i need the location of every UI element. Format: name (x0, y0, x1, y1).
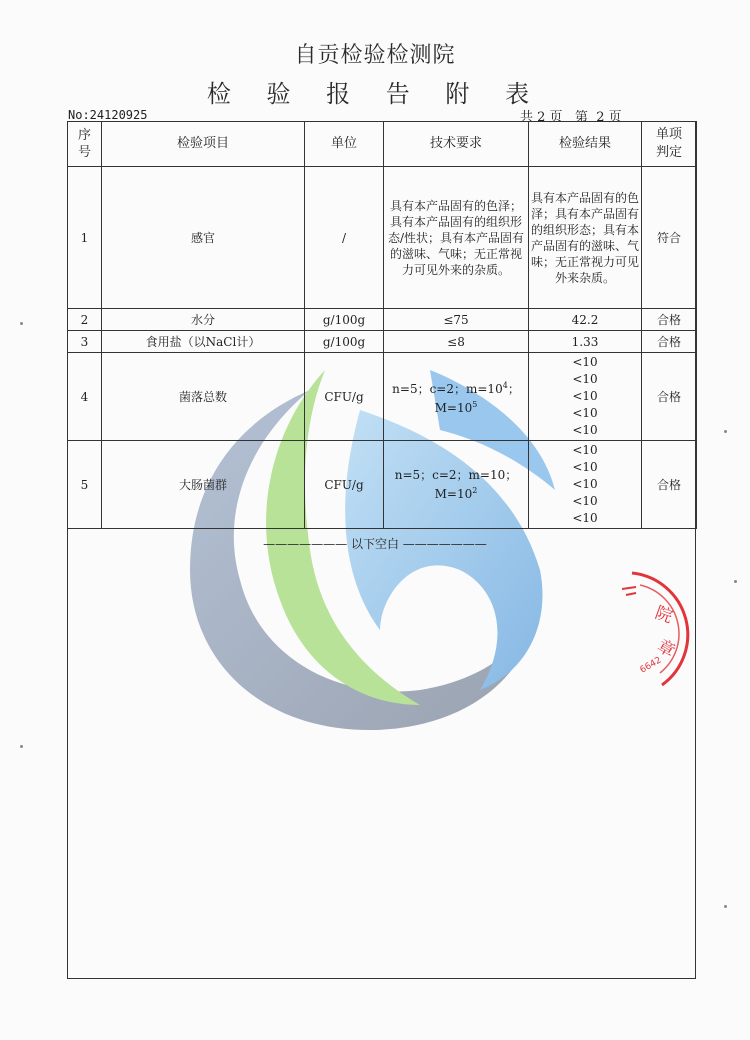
row1-judgement: 符合 (642, 167, 697, 309)
svg-text:6642: 6642 (638, 655, 664, 676)
row1-requirement: 具有本产品固有的色泽；具有本产品固有的组织形态/性状；具有本产品固有的滋味、气味；无正常视力可见外来的杂质。 (384, 167, 529, 309)
row5-item: 大肠菌群 (102, 441, 305, 529)
svg-text:院: 院 (652, 602, 676, 628)
row2-requirement: ≤75 (384, 309, 529, 331)
paper-speck (20, 322, 23, 325)
row2-unit: g/100g (305, 309, 384, 331)
paper-speck (20, 745, 23, 748)
header-unit: 单位 (305, 122, 384, 167)
row3-item: 食用盐（以NaCl计） (102, 331, 305, 353)
row4-seq: 4 (68, 353, 102, 441)
row4-results: <10 <10 <10 <10 <10 (529, 353, 642, 441)
table-header-row (68, 122, 697, 167)
row5-results: <10 <10 <10 <10 <10 (529, 441, 642, 529)
row3-result: 1.33 (529, 331, 642, 353)
row2-seq: 2 (68, 309, 102, 331)
document-title: 检 验 报 告 附 表 (206, 80, 544, 108)
row3-unit: g/100g (305, 331, 384, 353)
official-seal (622, 565, 702, 695)
row5-seq: 5 (68, 441, 102, 529)
table-row (68, 331, 697, 353)
svg-text:章: 章 (653, 636, 679, 662)
table-row (68, 167, 697, 309)
row3-requirement: ≤8 (384, 331, 529, 353)
paper-speck (724, 430, 727, 433)
row2-result: 42.2 (529, 309, 642, 331)
paper-speck (724, 905, 727, 908)
row2-judgement: 合格 (642, 309, 697, 331)
row5-unit: CFU/g (305, 441, 384, 529)
inspection-table (67, 121, 697, 529)
table-row (68, 353, 697, 441)
row1-item: 感官 (102, 167, 305, 309)
row4-requirement: n=5；c=2；$m=10^4$； $M=10^5$ (384, 353, 529, 441)
row4-item: 菌落总数 (102, 353, 305, 441)
header-seq: 序号 (68, 122, 102, 167)
row4-unit: CFU/g (305, 353, 384, 441)
row1-seq: 1 (68, 167, 102, 309)
table-row (68, 309, 697, 331)
row5-requirement: n=5；c=2；m=10； $M=10^2$ (384, 441, 529, 529)
organization-title: 自贡检验检测院 (294, 43, 456, 68)
row4-judgement: 合格 (642, 353, 697, 441)
paper-speck (734, 580, 737, 583)
header-requirement: 技术要求 (384, 122, 529, 167)
header-item: 检验项目 (102, 122, 305, 167)
table-row (68, 441, 697, 529)
page-indicator: 共 2 页 第 2 页 (520, 110, 622, 125)
row3-seq: 3 (68, 331, 102, 353)
row2-item: 水分 (102, 309, 305, 331)
header-judgement: 单项判定 (642, 122, 697, 167)
row5-judgement: 合格 (642, 441, 697, 529)
row1-unit: / (305, 167, 384, 309)
row3-judgement: 合格 (642, 331, 697, 353)
header-result: 检验结果 (529, 122, 642, 167)
blank-below-note: ——————— 以下空白 ——————— (263, 537, 487, 551)
report-number: No:24120925 (68, 108, 148, 122)
row1-result: 具有本产品固有的色泽；具有本产品固有的组织形态；具有本产品固有的滋味、气味；无正常视力可见外来杂质。 (529, 167, 642, 309)
